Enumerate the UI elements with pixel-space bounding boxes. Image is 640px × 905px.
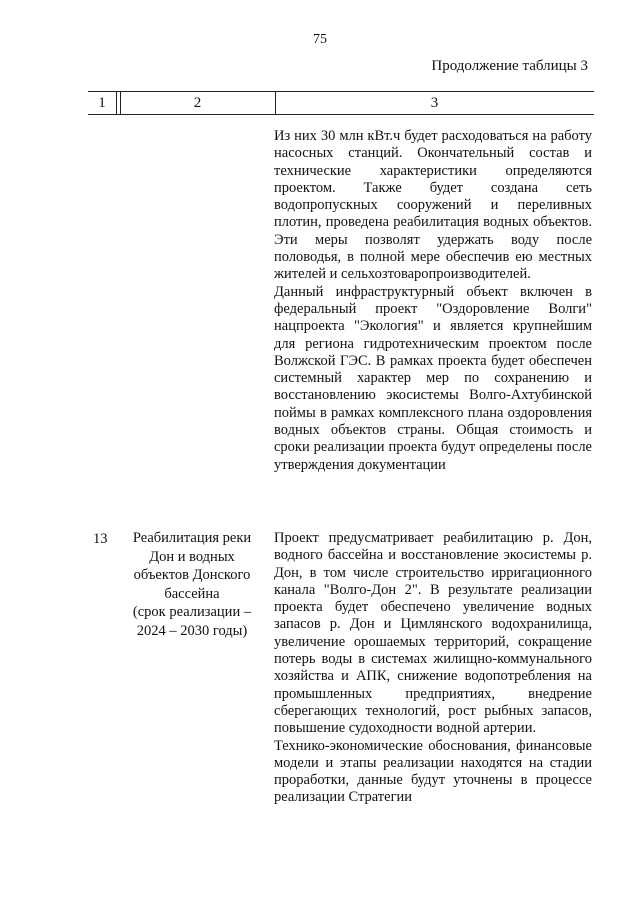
row-13-name-line: (срок реализации – <box>132 604 252 621</box>
description-paragraph: Из них 30 млн кВт.ч будет расходоваться на работу насосных станций. Окончательный состав и технические характеристики определяются проектом. Также будет создана сеть водопропускных сооружений и переливных плотин, проведена реабилитация водных объектов. Эти меры позволят удержать воду после половодья, в полной мере обеспечив ею местных жителей и сельхозтоваропроизводителей. <box>274 128 592 283</box>
header-divider <box>116 92 117 114</box>
table-header-row <box>88 91 594 115</box>
row-13-name-line: 2024 – 2030 годы) <box>136 622 248 639</box>
row-13-name-line: Реабилитация реки <box>132 530 252 546</box>
row-13-name-line: Дон и водных <box>149 548 235 565</box>
continued-description-cell <box>274 128 592 474</box>
description-paragraph: Данный инфраструктурный объект включен в федеральный проект "Оздоровление Волги" нацпроекта "Экология" и является крупнейшим для региона гидротехническим проектом после Волжской ГЭС. В рамках проекта будет обеспечен системный характер мер по сохранению и восстановлению экосистемы Волго-Ахтубинской поймы в рамках комплексного плана оздоровления водных объектов страны. Общая стоимость и сроки реализации проекта будут определены после утверждения документации <box>274 283 592 473</box>
header-col-2: 2 <box>193 95 202 111</box>
description-paragraph: Технико-экономические обоснования, финансовые модели и этапы реализации находятся на стадии проработки, данные будут уточнены в процессе реализации Стратегии <box>274 737 592 806</box>
row-13-name-line: бассейна <box>164 585 220 602</box>
table-continuation-label: Продолжение таблицы 3 <box>431 58 588 74</box>
row-13-number: 13 <box>93 531 108 547</box>
page-number: 75 <box>313 32 327 47</box>
row-13-name <box>122 529 262 641</box>
description-paragraph: Проект предусматривает реабилитацию р. Дон, водного бассейна и восстановление экосистемы р. Дон, в том числе строительство ирригационного канала "Волго-Дон 2". В результате реализации проекта будет обеспечено увеличение водных запасов р. Дон и Цимлянского водохранилища, увеличение орошаемых территорий, сокращение потерь воды в системах жилищно-коммунального хозяйства и АПК, снижение водопотребления на промышленных предприятиях, внедрение сберегающих технологий, рост рыбных запасов, повышение судоходности водной артерии. <box>274 530 592 737</box>
header-col-1: 1 <box>98 95 106 111</box>
row-13-name-line: объектов Донского <box>133 567 251 584</box>
row-13-description <box>274 530 592 807</box>
header-col-3: 3 <box>430 95 439 111</box>
